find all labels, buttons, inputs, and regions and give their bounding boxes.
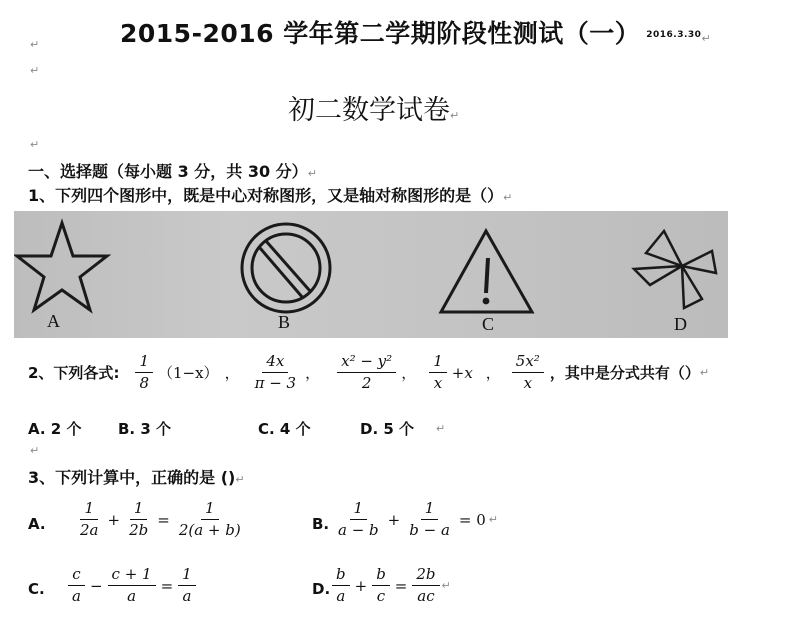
denominator: a — [182, 587, 192, 605]
expr-tail: +x — [451, 363, 473, 382]
denominator: a — [127, 587, 137, 605]
denominator: 2b — [129, 521, 149, 539]
denominator: 2 — [361, 374, 372, 392]
denominator: a — [336, 587, 346, 605]
q3-option-b-label: B. — [312, 515, 330, 533]
fraction — [175, 500, 245, 539]
return-mark: ↵ — [307, 167, 317, 180]
fraction — [405, 500, 454, 539]
fraction — [68, 566, 85, 605]
question-1-figure — [14, 211, 728, 338]
operator: + — [387, 510, 401, 529]
return-mark: ↵ — [488, 513, 498, 526]
exam-subtitle-text: 初二数学试卷 — [288, 95, 450, 126]
exam-date: 2016.3.30 — [646, 30, 702, 40]
numerator: 5x² — [512, 353, 544, 373]
numerator: 1 — [350, 500, 368, 520]
q2-option-d: D. 5 个 — [360, 420, 415, 438]
fraction — [135, 353, 153, 392]
numerator: 1 — [135, 353, 153, 373]
return-mark: ↵ — [436, 422, 446, 435]
numerator: b — [372, 566, 390, 586]
q3-option-c-label: C. — [28, 580, 45, 598]
operator: + — [107, 510, 121, 529]
question-3-text: 3、下列计算中，正确的是 () — [28, 468, 236, 487]
numerator: c — [68, 566, 84, 586]
exam-subtitle — [288, 88, 459, 127]
denominator: ac — [417, 587, 435, 605]
return-mark: ↵ — [30, 444, 40, 457]
q3-option-a-expr — [74, 500, 247, 539]
return-mark: ↵ — [441, 579, 451, 592]
denominator: 8 — [139, 374, 149, 392]
prohibition-circle-shape — [242, 224, 330, 312]
equals: = — [394, 576, 408, 595]
figure-label-a: A — [47, 311, 60, 331]
denominator: x — [523, 374, 533, 392]
question-2 — [28, 353, 709, 392]
fraction — [337, 353, 396, 392]
star-shape — [17, 223, 107, 310]
numerator: 2b — [412, 566, 439, 586]
figure-label-b: B — [278, 312, 291, 332]
operator: + — [354, 576, 368, 595]
numerator: 1 — [80, 500, 98, 520]
separator: ， — [305, 364, 321, 382]
question-1 — [28, 183, 512, 206]
q3-option-d-expr — [330, 566, 451, 605]
numerator: 1 — [429, 353, 447, 373]
denominator: a − b — [338, 521, 379, 539]
fraction — [108, 566, 156, 605]
denominator: b − a — [409, 521, 450, 539]
fraction — [334, 500, 383, 539]
return-mark: ↵ — [503, 191, 513, 204]
question-2-suffix: ，其中是分式共有（） — [549, 364, 700, 382]
q2-option-a: A. 2 个 — [28, 420, 82, 438]
denominator: a — [72, 587, 81, 605]
denominator: x — [433, 374, 443, 392]
section-heading — [28, 159, 317, 182]
numerator: 4x — [262, 353, 288, 373]
exam-title-text: 2015-2016 学年第二学期阶段性测试（一） — [120, 19, 641, 48]
fraction — [251, 353, 301, 392]
section-heading-text: 一、选择题（每小题 3 分，共 30 分） — [28, 162, 308, 181]
numerator: 1 — [130, 500, 148, 520]
separator: ， — [485, 364, 501, 382]
question-2-prefix: 2、下列各式: — [28, 364, 120, 382]
fraction — [512, 353, 544, 392]
numerator: c + 1 — [108, 566, 156, 586]
fraction — [76, 500, 103, 539]
equals: = — [157, 510, 170, 529]
fraction — [429, 353, 447, 392]
return-mark: ↵ — [235, 473, 245, 486]
q2-option-b: B. 3 个 — [118, 420, 172, 438]
fraction — [372, 566, 390, 605]
q3-option-d-label: D. — [312, 580, 331, 598]
numerator: 1 — [201, 500, 219, 520]
separator: ， — [401, 364, 417, 382]
return-mark: ↵ — [30, 64, 40, 77]
fraction — [332, 566, 350, 605]
numerator: 1 — [178, 566, 196, 586]
denominator: 2(a + b) — [178, 521, 241, 539]
separator: ， — [224, 364, 240, 382]
return-mark: ↵ — [30, 138, 40, 151]
operator: − — [89, 576, 103, 595]
shapes-figure — [14, 211, 728, 338]
fraction — [125, 500, 152, 539]
exam-title — [120, 14, 711, 50]
return-mark: ↵ — [30, 38, 40, 51]
numerator: 1 — [421, 500, 439, 520]
equals: = — [160, 576, 174, 595]
fraction — [412, 566, 439, 605]
return-mark: ↵ — [450, 109, 460, 122]
q3-option-a-label: A. — [28, 515, 46, 533]
pinwheel-shape — [634, 231, 716, 308]
q3-option-b-expr — [332, 500, 498, 539]
question-3 — [28, 465, 245, 488]
q2-option-c: C. 4 个 — [258, 420, 311, 438]
question-1-text: 1、下列四个图形中，既是中心对称图形，又是轴对称图形的是（） — [28, 186, 504, 205]
return-mark: ↵ — [701, 32, 712, 45]
q3-option-c-expr — [66, 566, 198, 605]
denominator: 2a — [80, 521, 99, 539]
warning-triangle-shape — [441, 231, 532, 312]
fraction — [178, 566, 196, 605]
numerator: x² − y² — [337, 353, 396, 373]
equals: = 0 — [458, 510, 486, 529]
denominator: π − 3 — [254, 374, 297, 392]
figure-label-c: C — [482, 314, 495, 334]
return-mark: ↵ — [699, 366, 710, 379]
expr-tail: （1−x） — [157, 364, 219, 382]
figure-label-d: D — [674, 314, 687, 334]
denominator: c — [376, 587, 386, 605]
numerator: b — [332, 566, 350, 586]
